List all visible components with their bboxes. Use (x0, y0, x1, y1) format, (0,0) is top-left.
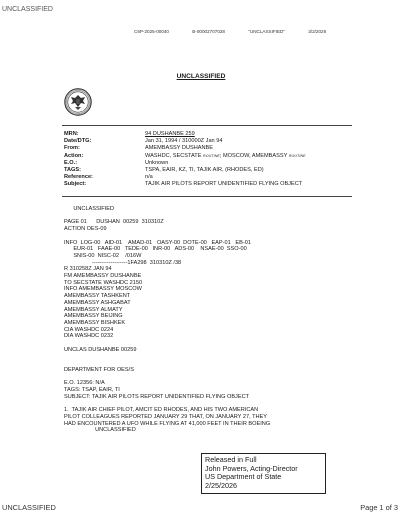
fields-top-rule (62, 125, 352, 126)
from-label: From: (64, 145, 80, 152)
eo-value: Unknown (145, 159, 169, 166)
action-priority-2: ROUTINE (288, 153, 306, 158)
action-recipient-1: WASHDC, SECSTATE (145, 152, 204, 159)
page-number: Page 1 of 3 (360, 503, 398, 512)
action-value (145, 153, 306, 160)
mrn-value: 94 DUSHANBE 259 (145, 131, 195, 137)
release-stamp (201, 453, 326, 494)
action-priority-1: ROUTINE (203, 153, 220, 158)
reference-value: n/a (145, 174, 153, 181)
release-status: Released in Full (205, 455, 257, 464)
fields-bottom-rule (62, 196, 352, 197)
action-recipient-2: ; MOSCOW, AMEMBASSY (219, 152, 289, 159)
doc-number: B-00002707028 (192, 29, 225, 34)
subject-label: Subject: (64, 181, 87, 188)
eo-label: E.O.: (64, 159, 78, 166)
date-value: Jan 31, 1994 / 310000Z Jan 94 (145, 138, 223, 145)
tags-row (64, 167, 306, 174)
subject-row (64, 181, 306, 188)
document-meta-line (134, 29, 348, 34)
from-row (64, 145, 306, 152)
document-title: UNCLASSIFIED (176, 73, 226, 80)
tags-value: TSPA, EAIR, KZ, TI, TAJIK AIR, (RHODES, ED) (145, 167, 264, 174)
mrn-label: MRN: (64, 131, 79, 137)
action-row (64, 153, 306, 160)
release-date: 2/25/2026 (205, 481, 237, 491)
case-number: C6P-2025-00040 (134, 29, 169, 34)
metadata-fields (64, 131, 306, 189)
release-official: John Powers, Acting-Director (205, 463, 298, 473)
reference-label: Reference: (64, 174, 93, 181)
meta-date: 3/2/2026 (308, 29, 327, 34)
date-row (64, 138, 306, 145)
reference-row (64, 174, 306, 181)
from-value: AMEMBASSY DUSHANBE (145, 145, 213, 152)
footer-classification: UNCLASSIFIED (2, 503, 56, 512)
release-agency: US Department of State (205, 472, 282, 482)
tags-label: TAGS: (64, 167, 81, 174)
mrn-row (64, 131, 306, 138)
state-department-seal-icon (64, 88, 92, 116)
header-classification: UNCLASSIFIED (2, 6, 53, 13)
eo-row (64, 160, 306, 167)
meta-classification: "UNCLASSIFIED" (248, 29, 285, 34)
date-label: Date/DTG: (64, 138, 92, 145)
action-label: Action: (64, 152, 84, 159)
cable-body-text: UNCLASSIFIED PAGE 01 DUSHAN 00259 310310Z ACTION OES-09 INFO LOG-00 AID-01 AMAD-01 OASY-00 DOTE-00 EAP-01 EB-01 EUR-01 FAAE-00 TEDE-00 INR-00 ADS-00 NSAE-00 SSO-00 SNIS-00 NISC-02 /016W -------------------1FA298 310310Z /38 R 310258Z JAN 94 FM AMEMBASSY DUSHANBE TO SECSTATE WASHDC 2150 INFO AMEMBASSY MOSCOW AMEMBASSY TASHKENT AMEMBASSY ASHGABAT AMEMBASSY ALMATY AMEMBASSY BEIJING AMEMBASSY BISHKEK CIA WASHDC 0224 DIA WASHDC 0232 UNCLAS DUSHANBE 00259 DEPARTMENT FOR OES/S E.O. 12356: N/A TAGS: TSAP, EAIR, TI SUBJECT: TAJIK AIR PILOTS REPORT UNIDENTIFIED FLYING OBJECT 1. TAJIK AIR CHIEF PILOT, AMCIT ED RHODES, AND HIS TWO AMERICAN PILOT COLLEAGUES REPORTED JANUARY 29 THAT, ON JANUARY 27, THEY HAD ENCOUNTERED A UFO WHILE FLYING AT 41,000 FEET IN THEIR BOEING UNCLASSIFIED (64, 206, 271, 434)
subject-value: TAJIK AIR PILOTS REPORT UNIDENTIFIED FLYING OBJECT (145, 181, 303, 188)
